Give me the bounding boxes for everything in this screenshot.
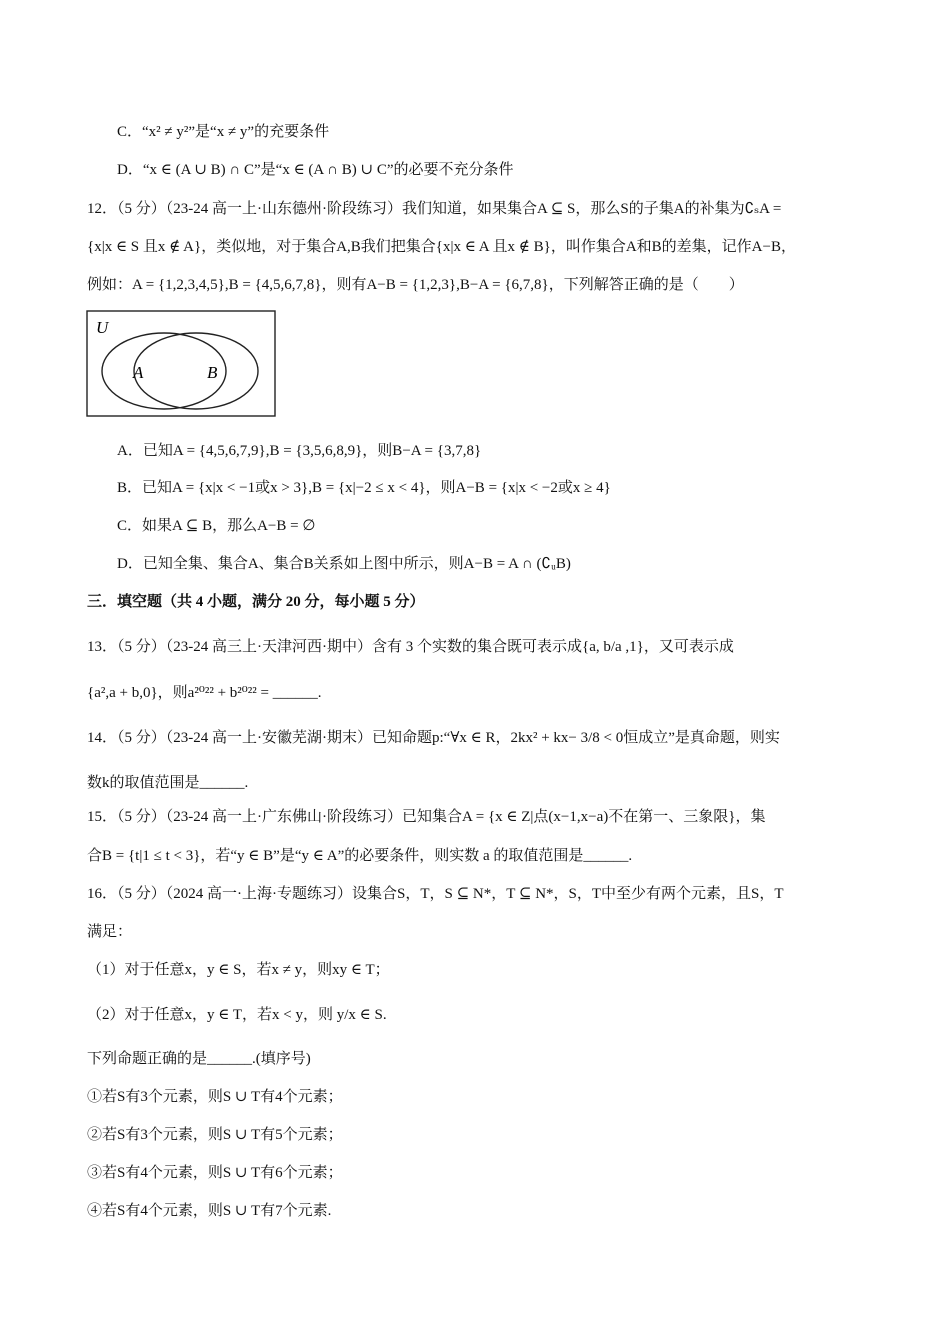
venn-diagram [86, 310, 276, 417]
text-line-l18: 满足： [87, 924, 133, 940]
text-line-l19: （1）对于任意x，y ∈ S，若x ≠ y，则xy ∈ T； [87, 962, 390, 978]
text-line-l13: 14．（5 分）（23-24 高一上·安徽芜湖·期末）已知命题p:“∀x ∈ R，2kx² + kx− 3/8 < 0恒成立”是真命题，则实 [87, 730, 780, 746]
text-line-l14: 数k的取值范围是______. [87, 775, 249, 791]
text-line-l2: D．“x ∈ (A ∪ B) ∩ C”是“x ∈ (A ∩ B) ∪ C”的必要不充分条件 [117, 162, 514, 178]
text-line-l12: {a²,a + b,0}，则a²⁰²² + b²⁰²² = ______. [87, 685, 322, 701]
text-line-l11: 13．（5 分）（23-24 高三上·天津河西·期中）含有 3 个实数的集合既可表示成{a, b/a ,1}，又可表示成 [87, 639, 734, 655]
text-line-l7: B．已知A = {x|x < −1或x > 3},B = {x|−2 ≤ x < 4}，则A−B = {x|x < −2或x ≥ 4} [117, 480, 611, 496]
text-line-l8: C．如果A ⊆ B，那么A−B = ∅ [117, 518, 316, 534]
text-line-l3: 12．（5 分）（23-24 高一上·山东德州·阶段练习）我们知道，如果集合A ⊆ S，那么S的子集A的补集为∁ₛA = [87, 201, 782, 217]
set-b-circle [134, 333, 258, 409]
set-b-label: B [207, 363, 218, 382]
text-line-l6: A．已知A = {4,5,6,7,9},B = {3,5,6,8,9}，则B−A = {3,7,8} [117, 443, 482, 459]
venn-svg [86, 310, 276, 417]
text-line-l25: ④若S有4个元素，则S ∪ T有7个元素. [87, 1203, 332, 1219]
text-line-l24: ③若S有4个元素，则S ∪ T有6个元素； [87, 1165, 343, 1181]
text-line-l4: {x|x ∈ S 且x ∉ A}，类似地，对于集合A,B我们把集合{x|x ∈ A 且x ∉ B}，叫作集合A和B的差集，记作A−B， [87, 239, 796, 255]
text-line-l17: 16．（5 分）（2024 高一·上海·专题练习）设集合S，T，S ⊆ N*，T ⊆ N*，S，T中至少有两个元素，且S，T [87, 886, 784, 902]
universe-label: U [96, 318, 109, 337]
text-line-l9: D．已知全集、集合A、集合B关系如上图中所示，则A−B = A ∩ (∁ᵤB) [117, 556, 571, 572]
text-line-l16: 合B = {t|1 ≤ t < 3}，若“y ∈ B”是“y ∈ A”的必要条件，则实数 a 的取值范围是______. [87, 848, 633, 864]
text-line-l22: ①若S有3个元素，则S ∪ T有4个元素； [87, 1089, 343, 1105]
text-line-l21: 下列命题正确的是______.(填序号) [87, 1051, 311, 1067]
text-line-l20: （2）对于任意x，y ∈ T，若x < y，则 y/x ∈ S. [87, 1007, 387, 1023]
text-line-l5: 例如：A = {1,2,3,4,5},B = {4,5,6,7,8}，则有A−B = {1,2,3},B−A = {6,7,8}，下列解答正确的是（ ） [87, 277, 744, 293]
set-a-label: A [133, 363, 144, 382]
universe-box [87, 311, 275, 416]
text-line-l10: 三．填空题（共 4 小题，满分 20 分，每小题 5 分） [87, 594, 425, 610]
text-line-l15: 15．（5 分）（23-24 高一上·广东佛山·阶段练习）已知集合A = {x ∈ Z|点(x−1,x−a)不在第一、三象限}，集 [87, 809, 766, 825]
text-line-l1: C．“x² ≠ y²”是“x ≠ y”的充要条件 [117, 124, 330, 140]
text-line-l23: ②若S有3个元素，则S ∪ T有5个元素； [87, 1127, 343, 1143]
